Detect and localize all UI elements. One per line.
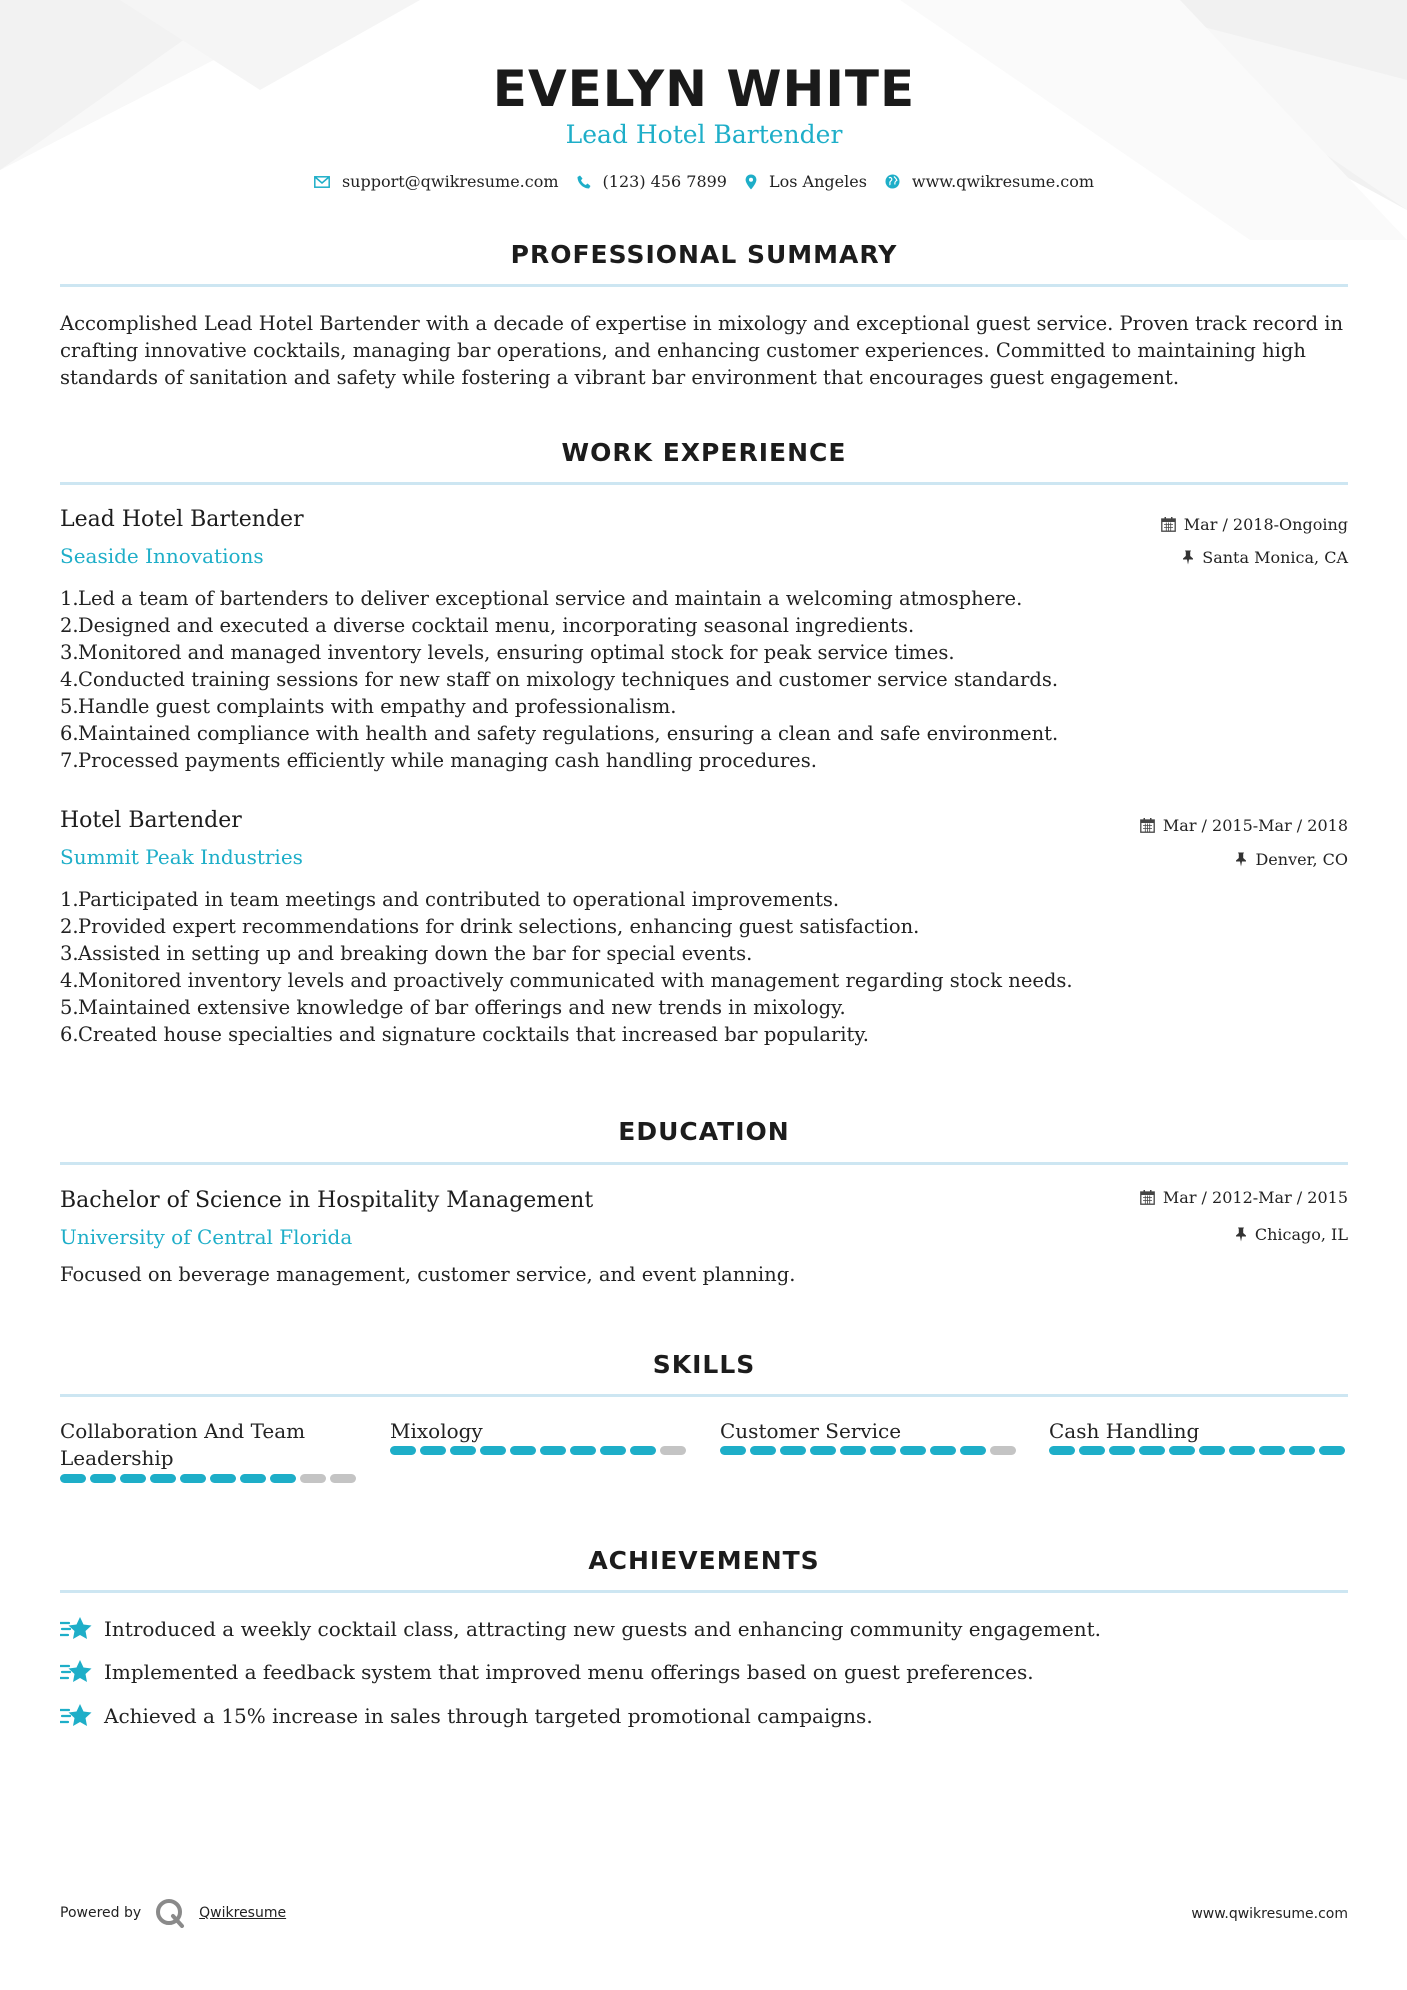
list-item: 1. Led a team of bartenders to deliver exceptional service and maintain a welcoming atmosphere. xyxy=(60,587,1023,610)
job-dates xyxy=(1140,816,1348,835)
pushpin-icon xyxy=(1235,1227,1247,1242)
powered-by-label: Powered by xyxy=(60,1905,142,1921)
contact-phone-text: (123) 456 7899 xyxy=(602,172,727,191)
skill-segment-filled xyxy=(1319,1446,1345,1455)
skill-segment-filled xyxy=(450,1446,476,1455)
education-description: Focused on beverage management, customer service, and event planning. xyxy=(60,1263,796,1286)
skill-segment-filled xyxy=(1199,1446,1225,1455)
skill-segment-filled xyxy=(180,1474,206,1483)
skill-rating-bar xyxy=(60,1474,360,1483)
skill-segment-filled xyxy=(570,1446,596,1455)
contact-location-text: Los Angeles xyxy=(768,172,867,191)
qwikresume-logo-icon xyxy=(155,1898,185,1928)
map-marker-icon xyxy=(745,174,757,190)
education-heading: EDUCATION xyxy=(618,1117,790,1146)
education-location-text: Chicago, IL xyxy=(1254,1225,1348,1244)
skill-segment-filled xyxy=(420,1446,446,1455)
skill-item xyxy=(60,1418,360,1483)
school-name: University of Central Florida xyxy=(60,1225,353,1249)
contact-phone[interactable] xyxy=(577,172,727,191)
skill-name: Collaboration And Team Leadership xyxy=(60,1419,306,1470)
pushpin-icon xyxy=(1182,550,1194,565)
skills-divider xyxy=(60,1394,1348,1397)
skill-segment-filled xyxy=(270,1474,296,1483)
list-item: 5. Handle guest complaints with empathy and professionalism. xyxy=(60,695,677,718)
skill-segment-filled xyxy=(900,1446,926,1455)
skill-segment-filled xyxy=(390,1446,416,1455)
skill-segment-filled xyxy=(930,1446,956,1455)
skill-segment-filled xyxy=(480,1446,506,1455)
skill-segment-filled xyxy=(240,1474,266,1483)
list-item: 2. Provided expert recommendations for drink selections, enhancing guest satisfaction. xyxy=(60,915,920,938)
skill-segment-filled xyxy=(150,1474,176,1483)
contact-email-text: support@qwikresume.com xyxy=(341,172,559,191)
achievement-text: Introduced a weekly cocktail class, attracting new guests and enhancing community engagement. xyxy=(104,1617,1101,1641)
skill-rating-bar xyxy=(390,1446,690,1455)
education-dates xyxy=(1140,1188,1348,1207)
footer-powered-by xyxy=(60,1898,286,1928)
degree-title: Bachelor of Science in Hospitality Management xyxy=(60,1188,594,1213)
skill-segment-filled xyxy=(780,1446,806,1455)
list-item: 5. Maintained extensive knowledge of bar offerings and new trends in mixology. xyxy=(60,996,846,1019)
skill-segment-filled xyxy=(1169,1446,1195,1455)
pushpin-icon xyxy=(1235,852,1247,867)
job-dates xyxy=(1161,515,1348,534)
achievements-heading: ACHIEVEMENTS xyxy=(588,1546,820,1575)
footer-website[interactable]: www.qwikresume.com xyxy=(1191,1906,1348,1922)
skill-segment-filled xyxy=(960,1446,986,1455)
achievement-item xyxy=(60,1702,873,1730)
summary-divider xyxy=(60,284,1348,287)
job-location-text: Santa Monica, CA xyxy=(1202,548,1348,567)
list-item: 4. Monitored inventory levels and proactively communicated with management regarding stock needs. xyxy=(60,969,1073,992)
experience-heading: WORK EXPERIENCE xyxy=(561,438,847,467)
job-location xyxy=(1182,548,1348,567)
skill-name: Customer Service xyxy=(720,1419,902,1443)
skill-segment-filled xyxy=(90,1474,116,1483)
education-dates-text: Mar / 2012-Mar / 2015 xyxy=(1162,1188,1348,1207)
calendar-icon xyxy=(1161,517,1176,532)
skill-segment-filled xyxy=(540,1446,566,1455)
job-responsibilities xyxy=(60,886,1073,1048)
skill-segment-empty xyxy=(990,1446,1016,1455)
skill-segment-filled xyxy=(120,1474,146,1483)
skill-segment-filled xyxy=(810,1446,836,1455)
candidate-role: Lead Hotel Bartender xyxy=(565,120,843,149)
skill-segment-empty xyxy=(300,1474,326,1483)
job-dates-text: Mar / 2015-Mar / 2018 xyxy=(1162,816,1348,835)
contact-website-text: www.qwikresume.com xyxy=(911,172,1095,191)
star-icon xyxy=(60,1615,92,1643)
achievement-text: Implemented a feedback system that improved menu offerings based on guest preferences. xyxy=(104,1660,1034,1684)
skills-heading: SKILLS xyxy=(652,1350,756,1379)
summary-heading: PROFESSIONAL SUMMARY xyxy=(510,240,898,269)
list-item: 3. Assisted in setting up and breaking down the bar for special events. xyxy=(60,942,753,965)
globe-icon xyxy=(885,174,900,189)
job-title: Lead Hotel Bartender xyxy=(60,507,304,532)
skill-segment-empty xyxy=(660,1446,686,1455)
education-location xyxy=(1235,1225,1348,1244)
qwikresume-link[interactable]: Qwikresume xyxy=(199,1905,287,1921)
skill-item xyxy=(390,1418,690,1455)
achievement-item xyxy=(60,1658,1034,1686)
skill-name: Mixology xyxy=(390,1419,483,1443)
skill-segment-filled xyxy=(870,1446,896,1455)
envelope-icon xyxy=(314,176,330,188)
contact-website[interactable] xyxy=(885,172,1094,191)
skill-segment-filled xyxy=(720,1446,746,1455)
experience-divider xyxy=(60,482,1348,485)
phone-icon xyxy=(577,175,591,189)
summary-text: Accomplished Lead Hotel Bartender with a decade of expertise in mixology and exceptional guest service. Proven track record in crafting innovative cocktails, managing bar operations, and enhancing customer experiences. Committed to maintaining high standards of sanitation and safety while fostering a vibrant bar environment that encourages guest engagement. xyxy=(60,312,1344,389)
job-dates-text: Mar / 2018-Ongoing xyxy=(1183,515,1348,534)
skill-segment-filled xyxy=(750,1446,776,1455)
job-company: Seaside Innovations xyxy=(60,544,264,568)
achievement-item xyxy=(60,1615,1101,1643)
job-company: Summit Peak Industries xyxy=(60,845,303,869)
list-item: 6. Maintained compliance with health and safety regulations, ensuring a clean and safe environment. xyxy=(60,722,1059,745)
star-icon xyxy=(60,1702,92,1730)
skill-item xyxy=(1049,1418,1349,1455)
list-item: 4. Conducted training sessions for new staff on mixology techniques and customer service standards. xyxy=(60,668,1059,691)
skill-segment-empty xyxy=(330,1474,356,1483)
education-divider xyxy=(60,1162,1348,1165)
achievements-divider xyxy=(60,1590,1348,1593)
contact-email[interactable] xyxy=(314,172,559,191)
skill-segment-filled xyxy=(600,1446,626,1455)
skill-rating-bar xyxy=(720,1446,1020,1455)
list-item: 7. Processed payments efficiently while managing cash handling procedures. xyxy=(60,749,817,772)
skill-segment-filled xyxy=(1049,1446,1075,1455)
list-item: 2. Designed and executed a diverse cocktail menu, incorporating seasonal ingredients. xyxy=(60,614,915,637)
list-item: 6. Created house specialties and signature cocktails that increased bar popularity. xyxy=(60,1023,869,1046)
star-icon xyxy=(60,1658,92,1686)
job-title: Hotel Bartender xyxy=(60,808,242,833)
skill-name: Cash Handling xyxy=(1049,1419,1200,1443)
skill-rating-bar xyxy=(1049,1446,1349,1455)
skill-segment-filled xyxy=(1139,1446,1165,1455)
contact-row xyxy=(60,172,1348,191)
skill-segment-filled xyxy=(1109,1446,1135,1455)
job-responsibilities xyxy=(60,585,1058,774)
job-location-text: Denver, CO xyxy=(1255,850,1348,869)
skill-segment-filled xyxy=(60,1474,86,1483)
skill-segment-filled xyxy=(510,1446,536,1455)
skill-segment-filled xyxy=(630,1446,656,1455)
list-item: 3. Monitored and managed inventory levels, ensuring optimal stock for peak service times. xyxy=(60,641,955,664)
achievement-text: Achieved a 15% increase in sales through targeted promotional campaigns. xyxy=(104,1704,873,1728)
skill-segment-filled xyxy=(1229,1446,1255,1455)
skill-segment-filled xyxy=(210,1474,236,1483)
skill-segment-filled xyxy=(1259,1446,1285,1455)
job-location xyxy=(1235,850,1348,869)
list-item: 1. Participated in team meetings and contributed to operational improvements. xyxy=(60,888,840,911)
contact-location xyxy=(745,172,867,191)
candidate-name: EVELYN WHITE xyxy=(492,60,916,118)
calendar-icon xyxy=(1140,818,1155,833)
calendar-icon xyxy=(1140,1190,1155,1205)
skill-segment-filled xyxy=(1289,1446,1315,1455)
skill-item xyxy=(720,1418,1020,1455)
skill-segment-filled xyxy=(1079,1446,1105,1455)
skill-segment-filled xyxy=(840,1446,866,1455)
